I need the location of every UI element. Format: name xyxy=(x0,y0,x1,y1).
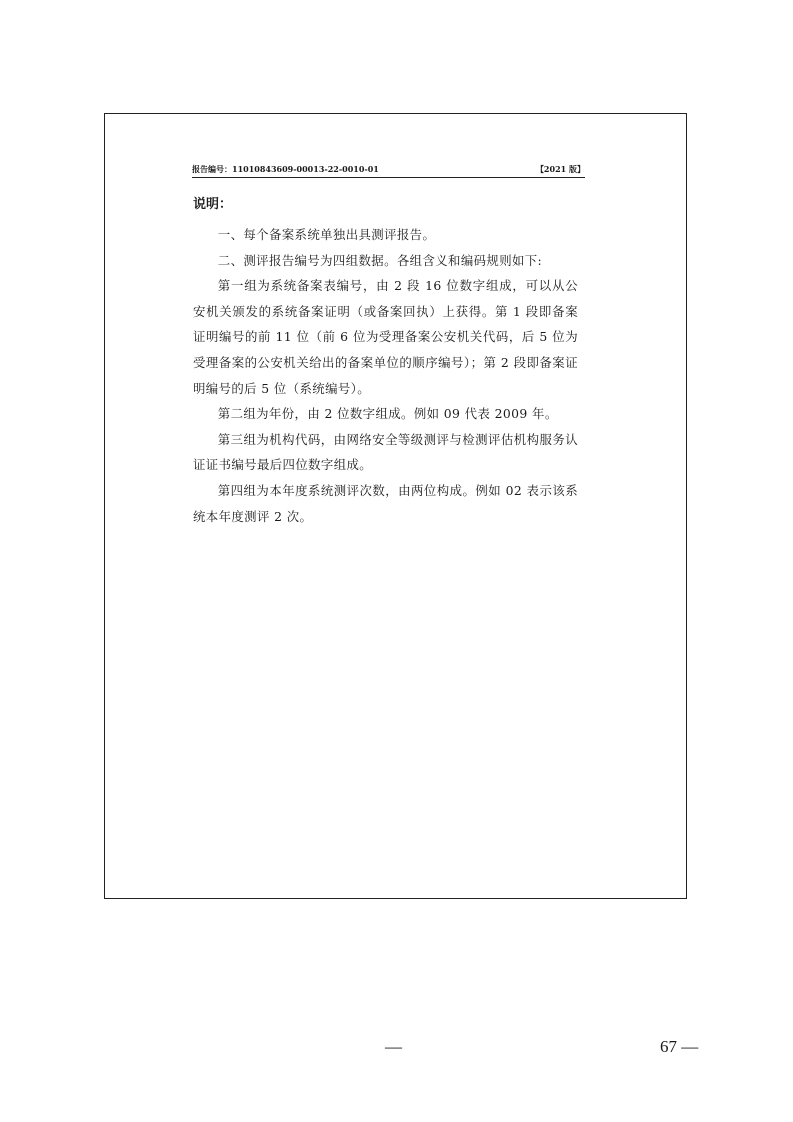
paragraph: 二、测评报告编号为四组数据。各组含义和编码规则如下: xyxy=(217,252,543,268)
page-number: 67 — xyxy=(660,1037,699,1056)
paragraph: 第一组为系统备案表编号，由 2 段 16 位数字组成，可以从公安机关颁发的系统备案证明（或备案回执）上获得。第 1 段即备案证明编号的前 11 位（前 6 位为受理备案公安机关代码，后 5 位为受理备案的公安机关给出的备案单位的顺序编号）；第 2 段即备案证明编号的后 5 位（系统编号）。 xyxy=(193,278,578,396)
report-number: 报告编号：11010843609-00013-22-0010-01 xyxy=(192,164,379,174)
footer-dash: — xyxy=(385,1037,402,1056)
report-header xyxy=(192,163,585,178)
section-title: 说明： xyxy=(193,197,233,212)
explanation-body xyxy=(193,222,578,529)
paragraph: 第三组为机构代码，由网络安全等级测评与检测评估机构服务认证证书编号最后四位数字组成。 xyxy=(193,431,578,473)
paragraph: 第二组为年份，由 2 位数字组成。例如 09 代表 2009 年。 xyxy=(217,406,558,422)
paragraph: 第四组为本年度系统测评次数，由两位构成。例如 02 表示该系统本年度测评 2 次。 xyxy=(193,482,578,524)
edition-label: 【2021 版】 xyxy=(535,164,585,174)
paragraph: 一、每个备案系统单独出具测评报告。 xyxy=(217,227,436,242)
